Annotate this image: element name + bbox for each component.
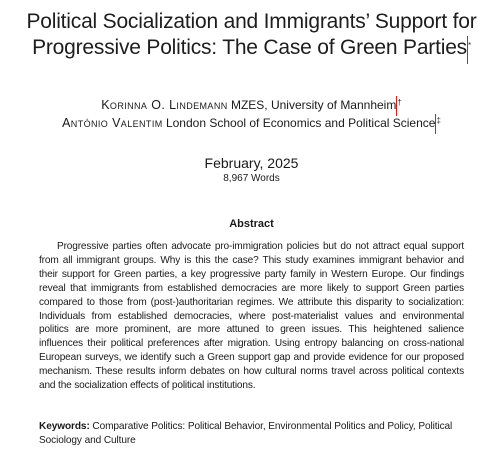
- keywords: [39, 420, 469, 448]
- author-name: António Valentim: [62, 116, 163, 130]
- title-footnote-link[interactable]: [467, 35, 471, 61]
- keywords-label: Keywords:: [39, 421, 90, 432]
- author-list: [0, 96, 503, 132]
- title-line-1: Political Socialization and Immigrants’ Support for: [26, 10, 477, 33]
- abstract-text: Progressive parties often advocate pro-immigration policies but do not attract equal support from all immigrant groups. Why is this the case? This study examines immigrant behavior and their support for Green parties, a key progressive party family in Western Europe. Our findings reveal that immigrants from established democracies are more likely to support Green parties compared to those from (post-)authoritarian regimes. We attribute this disparity to socialization: Individuals from established democracies, where post-materialist values and environmental politics are more prominent, are more attuned to green issues. This heightened salience influences their political preferences after migration. Using entropy balancing on cross-national European surveys, we identify such a Green support gap and provide evidence for our proposed mechanism. These results inform debates on how cultural norms travel across political contexts and the socialization effects of political institutions.: [39, 241, 464, 392]
- author-affiliation: London School of Economics and Political Science: [162, 116, 436, 130]
- author-footnote-mark: ‡: [436, 116, 441, 125]
- author-name: Korinna O. Lindemann: [101, 98, 228, 112]
- abstract-heading: Abstract: [229, 218, 274, 230]
- title-footnote-mark: *: [467, 41, 471, 50]
- author-line-2: [0, 114, 503, 132]
- keywords-list: Comparative Politics: Political Behavior, Environmental Politics and Policy, Political Sociology and Culture: [39, 421, 453, 446]
- author-footnote-mark: †: [397, 98, 402, 107]
- word-count: 8,967 Words: [223, 173, 280, 184]
- title-line-2: Progressive Politics: The Case of Green Parties: [32, 36, 467, 59]
- paper-title: [0, 9, 503, 61]
- paper-date: February, 2025: [204, 155, 299, 171]
- author-line-1: [0, 96, 503, 114]
- author-footnote-link[interactable]: [435, 114, 440, 132]
- author-affiliation: MZES, University of Mannheim: [227, 98, 397, 112]
- author-footnote-link[interactable]: [396, 96, 401, 114]
